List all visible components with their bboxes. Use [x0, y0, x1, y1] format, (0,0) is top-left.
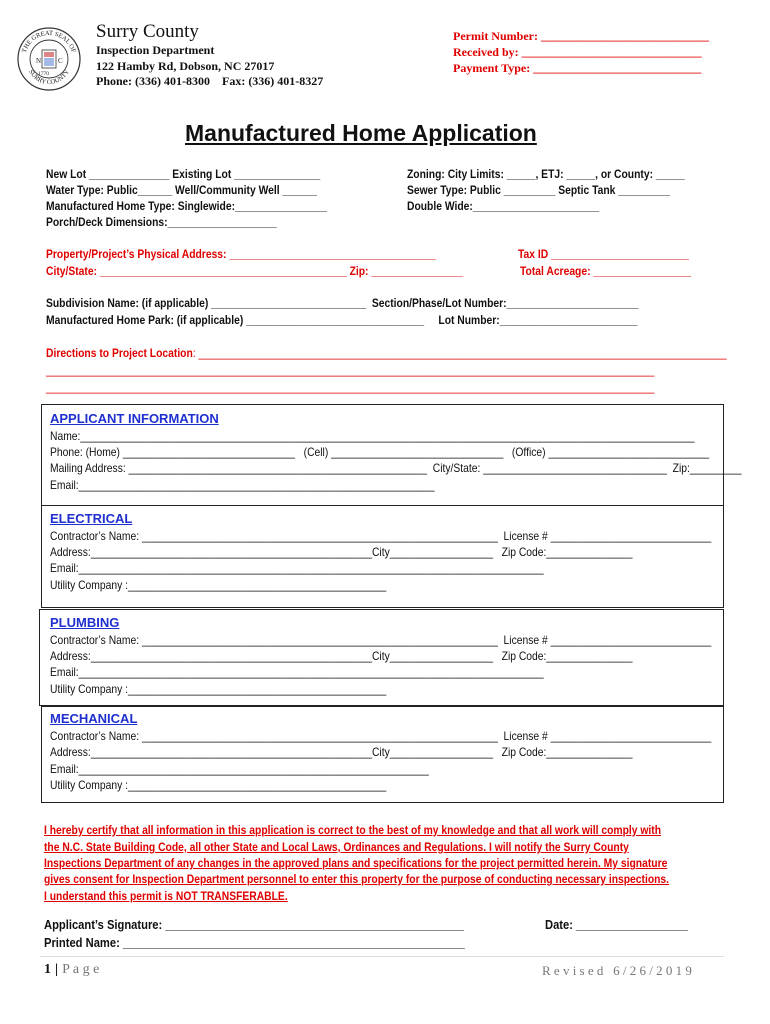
property-address-field[interactable]: Property/Project’s Physical Address: ____________________________________: [46, 247, 436, 261]
plumbing-utility-field[interactable]: Utility Company :_____________________________________________: [50, 682, 387, 696]
applicant-signature-field[interactable]: Applicant’s Signature: ________________________________________________: [44, 917, 464, 932]
mechanical-heading: MECHANICAL: [50, 711, 138, 726]
plumbing-contractor-field[interactable]: Contractor’s Name: ______________________________________________________________ License # ____________________________: [50, 633, 712, 647]
seal-text-bottom: SURRY COUNTY: [27, 68, 71, 87]
zoning-line[interactable]: Zoning: City Limits: _____, ETJ: _____, or County: _____: [407, 167, 685, 181]
dept-name: Inspection Department: [96, 43, 215, 57]
plumbing-heading: PLUMBING: [50, 615, 120, 630]
dept-address: 122 Hamby Rd, Dobson, NC 27017: [96, 59, 275, 73]
plumbing-email-field[interactable]: Email:_________________________________________________________________________________: [50, 665, 544, 679]
seal-text-top: THE GREAT SEAL OF: [20, 29, 78, 54]
signature-date-field[interactable]: Date: __________________: [545, 917, 688, 932]
home-park-line[interactable]: Manufactured Home Park: (if applicable) _______________________________ Lot Number:________________________: [46, 313, 638, 327]
page-separator: |: [55, 962, 59, 977]
electrical-address-field[interactable]: Address:_________________________________________________City__________________ Zip Code:_______________: [50, 545, 633, 559]
tax-id-field[interactable]: Tax ID ________________________: [518, 247, 689, 261]
water-type-line[interactable]: Water Type: Public______ Well/Community Well ______: [46, 183, 317, 197]
mechanical-contractor-field[interactable]: Contractor’s Name: ______________________________________________________________ License # ____________________________: [50, 729, 712, 743]
printed-name-field[interactable]: Printed Name: _______________________________________________________: [44, 935, 465, 950]
seal-letter-right: C: [58, 57, 63, 65]
city-state-zip-field[interactable]: City/State: ___________________________________________ Zip: ________________: [46, 264, 464, 278]
mechanical-utility-field[interactable]: Utility Company :_____________________________________________: [50, 778, 387, 792]
total-acreage-field[interactable]: Total Acreage: _________________: [520, 264, 691, 278]
directions-line-3[interactable]: __________________________________________________________________________________________________________: [46, 380, 655, 394]
home-type-line[interactable]: Manufactured Home Type: Singlewide:________________: [46, 199, 327, 213]
directions-field[interactable]: : ____________________________________________________________________________________________: [192, 346, 727, 360]
electrical-contractor-field[interactable]: Contractor’s Name: ______________________________________________________________ License # ____________________________: [50, 529, 712, 543]
received-by-field[interactable]: Received by: ______________________________: [453, 45, 702, 59]
footer-page: [44, 962, 99, 978]
plumbing-address-field[interactable]: Address:_________________________________________________City__________________ Zip Code:_______________: [50, 649, 633, 663]
dept-phone: Phone: (336) 401-8300 Fax: (336) 401-8327: [96, 74, 324, 88]
certify-line-1: I hereby certify that all information in this application is correct to the best of my knowledge and that all work will comply with: [44, 823, 662, 837]
seal-letter-left: N: [36, 57, 42, 65]
certify-line-5: I understand this permit is NOT TRANSFERABLE.: [44, 889, 288, 903]
permit-number-field[interactable]: Permit Number: ____________________________: [453, 29, 709, 43]
county-seal: [16, 26, 82, 92]
applicant-email-field[interactable]: Email:______________________________________________________________: [50, 478, 435, 492]
applicant-mailing-field[interactable]: Mailing Address: ____________________________________________________ City/State: ________________________________ Zip:_________: [50, 461, 742, 475]
mechanical-email-field[interactable]: Email:_____________________________________________________________: [50, 762, 429, 776]
page-title: Manufactured Home Application: [185, 120, 537, 146]
certify-line-4: gives consent for Inspection Department personnel to enter this property for the purpose of conducting necessary inspections.: [44, 872, 670, 886]
page-number: 1: [44, 962, 51, 977]
sewer-type-line[interactable]: Sewer Type: Public _________ Septic Tank _________: [407, 183, 670, 197]
revised-date: R e v i s e d 6 / 2 6 / 2 0 1 9: [542, 963, 692, 978]
page-word: P a g e: [62, 962, 100, 977]
directions-label: Directions to Project Location: [46, 346, 193, 360]
applicant-name-field[interactable]: Name:___________________________________________________________________________________________________________: [50, 429, 695, 443]
directions-line[interactable]: [46, 346, 727, 360]
applicant-heading: APPLICANT INFORMATION: [50, 411, 219, 426]
certify-line-2: the N.C. State Building Code, all other State and Local Laws, Ordinances and Regulations. I will notify the Surry County: [44, 840, 629, 854]
county-name: Surry County: [96, 21, 199, 42]
electrical-heading: ELECTRICAL: [50, 511, 133, 526]
subdivision-line[interactable]: Subdivision Name: (if applicable) ___________________________ Section/Phase/Lot Number:_______________________: [46, 296, 639, 310]
svg-text:SURRY COUNTY: [27, 68, 71, 86]
footer-rule: [40, 956, 724, 957]
seal-year: 1770: [38, 71, 49, 77]
new-lot-line[interactable]: New Lot ______________ Existing Lot _______________: [46, 167, 321, 181]
directions-line-2[interactable]: __________________________________________________________________________________________________________: [46, 363, 655, 377]
double-wide-line[interactable]: Double Wide:______________________: [407, 199, 600, 213]
mechanical-address-field[interactable]: Address:_________________________________________________City__________________ Zip Code:_______________: [50, 745, 633, 759]
certify-line-3: Inspections Department of any changes in the approved plans and specifications for the project permitted herein. My signature: [44, 856, 668, 870]
applicant-phone-field[interactable]: Phone: (Home) ______________________________ (Cell) ______________________________ (Office) ____________________________: [50, 445, 710, 459]
electrical-utility-field[interactable]: Utility Company :_____________________________________________: [50, 578, 387, 592]
porch-deck-line[interactable]: Porch/Deck Dimensions:___________________: [46, 215, 277, 229]
electrical-email-field[interactable]: Email:_________________________________________________________________________________: [50, 561, 544, 575]
payment-type-field[interactable]: Payment Type: ____________________________: [453, 61, 702, 75]
